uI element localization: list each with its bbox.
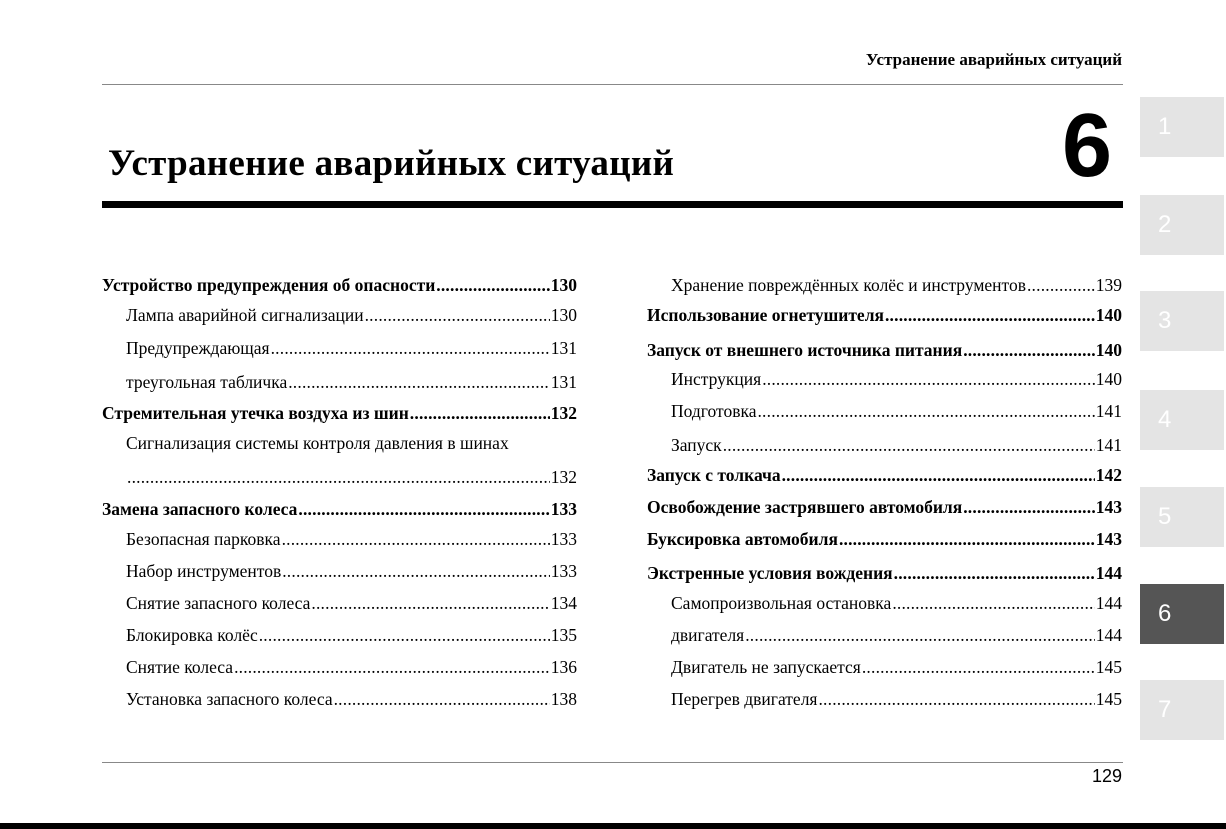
toc-entry-title: Буксировка автомобиля — [647, 529, 838, 549]
toc-entry[interactable] — [102, 428, 577, 454]
bottom-rule — [102, 762, 1123, 763]
toc-entry[interactable] — [647, 620, 1122, 646]
toc-entry-title: Перегрев двигателя — [671, 689, 818, 709]
toc-leader-dots — [311, 593, 549, 614]
chapter-title-rule — [102, 201, 1123, 208]
bottom-band — [0, 823, 1226, 829]
toc-entry-page: 145 — [1095, 689, 1122, 709]
toc-entry-page: 138 — [550, 689, 577, 709]
toc-leader-dots — [723, 435, 1095, 456]
toc-entry[interactable] — [647, 300, 1122, 326]
toc-entry[interactable] — [647, 588, 1122, 614]
toc-entry[interactable] — [647, 684, 1122, 710]
toc-entry-title: Предупреждающая — [126, 338, 270, 358]
toc-entry-page: 141 — [1095, 435, 1122, 455]
toc-entry[interactable] — [102, 494, 577, 520]
toc-entry-title: Хранение повреждённых колёс и инструментов — [671, 275, 1026, 295]
toc-entry-title: двигателя — [671, 625, 745, 645]
toc-entry-title: Запуск — [671, 435, 722, 455]
toc-entry-page: 144 — [1095, 563, 1122, 583]
toc-entry[interactable] — [102, 652, 577, 678]
toc-entry-title: Устройство предупреждения об опасности — [102, 275, 436, 295]
chapter-title: Устранение аварийных ситуаций — [108, 143, 675, 184]
toc-leader-dots — [298, 499, 549, 520]
page-number: 129 — [1091, 766, 1122, 786]
toc-entry-title: Подготовка — [671, 401, 757, 421]
toc-entry[interactable] — [102, 620, 577, 646]
toc-entry[interactable] — [102, 684, 577, 710]
toc-entry[interactable] — [647, 652, 1122, 678]
toc-entry-title: Инструкция — [671, 369, 762, 389]
toc-entry-page: 144 — [1095, 625, 1122, 645]
toc-leader-dots — [1027, 275, 1095, 296]
toc-leader-dots — [862, 657, 1095, 678]
toc-entry-page: 143 — [1095, 529, 1122, 549]
toc-entry[interactable] — [647, 270, 1122, 296]
toc-entry-title: Двигатель не запускается — [671, 657, 861, 677]
toc-leader-dots — [894, 563, 1095, 584]
toc-entry-title: Безопасная парковка — [126, 529, 281, 549]
toc-entry[interactable] — [647, 524, 1122, 550]
toc-entry-title: Замена запасного колеса — [102, 499, 298, 519]
chapter-tab-5[interactable]: 5 — [1140, 487, 1224, 547]
toc-leader-dots — [885, 305, 1095, 326]
toc-entry-title: Запуск от внешнего источника питания — [647, 340, 963, 360]
toc-entry-title: Самопроизвольная остановка — [671, 593, 892, 613]
toc-entry-page: 132 — [550, 403, 577, 423]
running-head: Устранение аварийных ситуаций — [865, 50, 1122, 69]
toc-entry-page: 131 — [550, 372, 577, 392]
toc-entry[interactable] — [647, 460, 1122, 486]
toc-leader-dots — [782, 465, 1095, 486]
toc-entry-title: Экстренные условия вождения — [647, 563, 893, 583]
toc-entry-title: Лампа аварийной сигнализации — [126, 305, 364, 325]
toc-leader-dots — [127, 467, 550, 488]
toc-entry-page: 130 — [550, 305, 577, 325]
chapter-tab-2[interactable]: 2 — [1140, 195, 1224, 255]
toc-leader-dots — [839, 529, 1095, 550]
chapter-number: 6 — [1062, 96, 1113, 196]
chapter-tab-6[interactable]: 6 — [1140, 584, 1224, 644]
toc-leader-dots — [963, 497, 1095, 518]
toc-entry-title: Использование огнетушителя — [647, 305, 884, 325]
toc-leader-dots — [288, 372, 550, 393]
toc-entry-page: 133 — [550, 529, 577, 549]
toc-entry-page: 145 — [1095, 657, 1122, 677]
toc-entry-page: 134 — [550, 593, 577, 613]
toc-entry[interactable] — [102, 398, 577, 424]
toc-entry-page: 143 — [1095, 497, 1122, 517]
toc-entry[interactable] — [102, 462, 577, 488]
toc-entry[interactable] — [647, 396, 1122, 422]
toc-entry-page: 142 — [1095, 465, 1122, 485]
toc-leader-dots — [762, 369, 1095, 390]
toc-entry-title: Запуск с толкача — [647, 465, 781, 485]
chapter-tab-3[interactable]: 3 — [1140, 291, 1224, 351]
toc-entry[interactable] — [647, 364, 1122, 390]
toc-entry[interactable] — [102, 300, 577, 326]
toc-leader-dots — [282, 529, 550, 550]
toc-entry[interactable] — [102, 524, 577, 550]
toc-entry-page: 131 — [550, 338, 577, 358]
toc-leader-dots — [963, 340, 1095, 361]
toc-entry-page: 139 — [1095, 275, 1122, 295]
toc-entry-page: 140 — [1095, 305, 1122, 325]
toc-entry-title: Установка запасного колеса — [126, 689, 333, 709]
toc-leader-dots — [436, 275, 549, 296]
toc-entry-title: Стремительная утечка воздуха из шин — [102, 403, 409, 423]
toc-leader-dots — [282, 561, 550, 582]
toc-entry-page: 130 — [550, 275, 577, 295]
toc-entry-page: 135 — [550, 625, 577, 645]
toc-entry[interactable] — [647, 430, 1122, 456]
toc-entry-title: Блокировка колёс — [126, 625, 258, 645]
toc-leader-dots — [757, 401, 1094, 422]
chapter-tab-7[interactable]: 7 — [1140, 680, 1224, 740]
toc-entry-title: Снятие запасного колеса — [126, 593, 311, 613]
top-rule — [102, 84, 1123, 85]
toc-entry[interactable] — [102, 367, 577, 393]
toc-leader-dots — [259, 625, 550, 646]
toc-entry[interactable] — [102, 270, 577, 296]
toc-entry-page: 140 — [1095, 340, 1122, 360]
toc-leader-dots — [234, 657, 550, 678]
toc-entry[interactable] — [647, 335, 1122, 361]
chapter-tab-4[interactable]: 4 — [1140, 390, 1224, 450]
toc-entry-page: 141 — [1095, 401, 1122, 421]
toc-entry[interactable] — [102, 556, 577, 582]
toc-entry-page: 132 — [550, 467, 577, 487]
toc-entry[interactable] — [647, 558, 1122, 584]
toc-entry-title: Сигнализация системы контроля давления в шинах — [126, 433, 509, 453]
toc-entry-page: 140 — [1095, 369, 1122, 389]
toc-entry[interactable] — [102, 333, 577, 359]
toc-entry[interactable] — [102, 588, 577, 614]
toc-leader-dots — [271, 338, 550, 359]
toc-entry-page: 144 — [1095, 593, 1122, 613]
toc-leader-dots — [410, 403, 550, 424]
toc-entry-page: 133 — [550, 499, 577, 519]
toc-leader-dots — [892, 593, 1094, 614]
chapter-tab-1[interactable]: 1 — [1140, 97, 1224, 157]
toc-leader-dots — [818, 689, 1094, 710]
toc-leader-dots — [365, 305, 550, 326]
toc-leader-dots — [334, 689, 550, 710]
toc-entry-title: треугольная табличка — [126, 372, 288, 392]
toc-entry-page: 133 — [550, 561, 577, 581]
toc-entry-title: Освобождение застрявшего автомобиля — [647, 497, 963, 517]
toc-entry-title: Набор инструментов — [126, 561, 282, 581]
toc-entry-title: Снятие колеса — [126, 657, 234, 677]
toc-leader-dots — [745, 625, 1095, 646]
toc-entry-page: 136 — [550, 657, 577, 677]
toc-entry[interactable] — [647, 492, 1122, 518]
